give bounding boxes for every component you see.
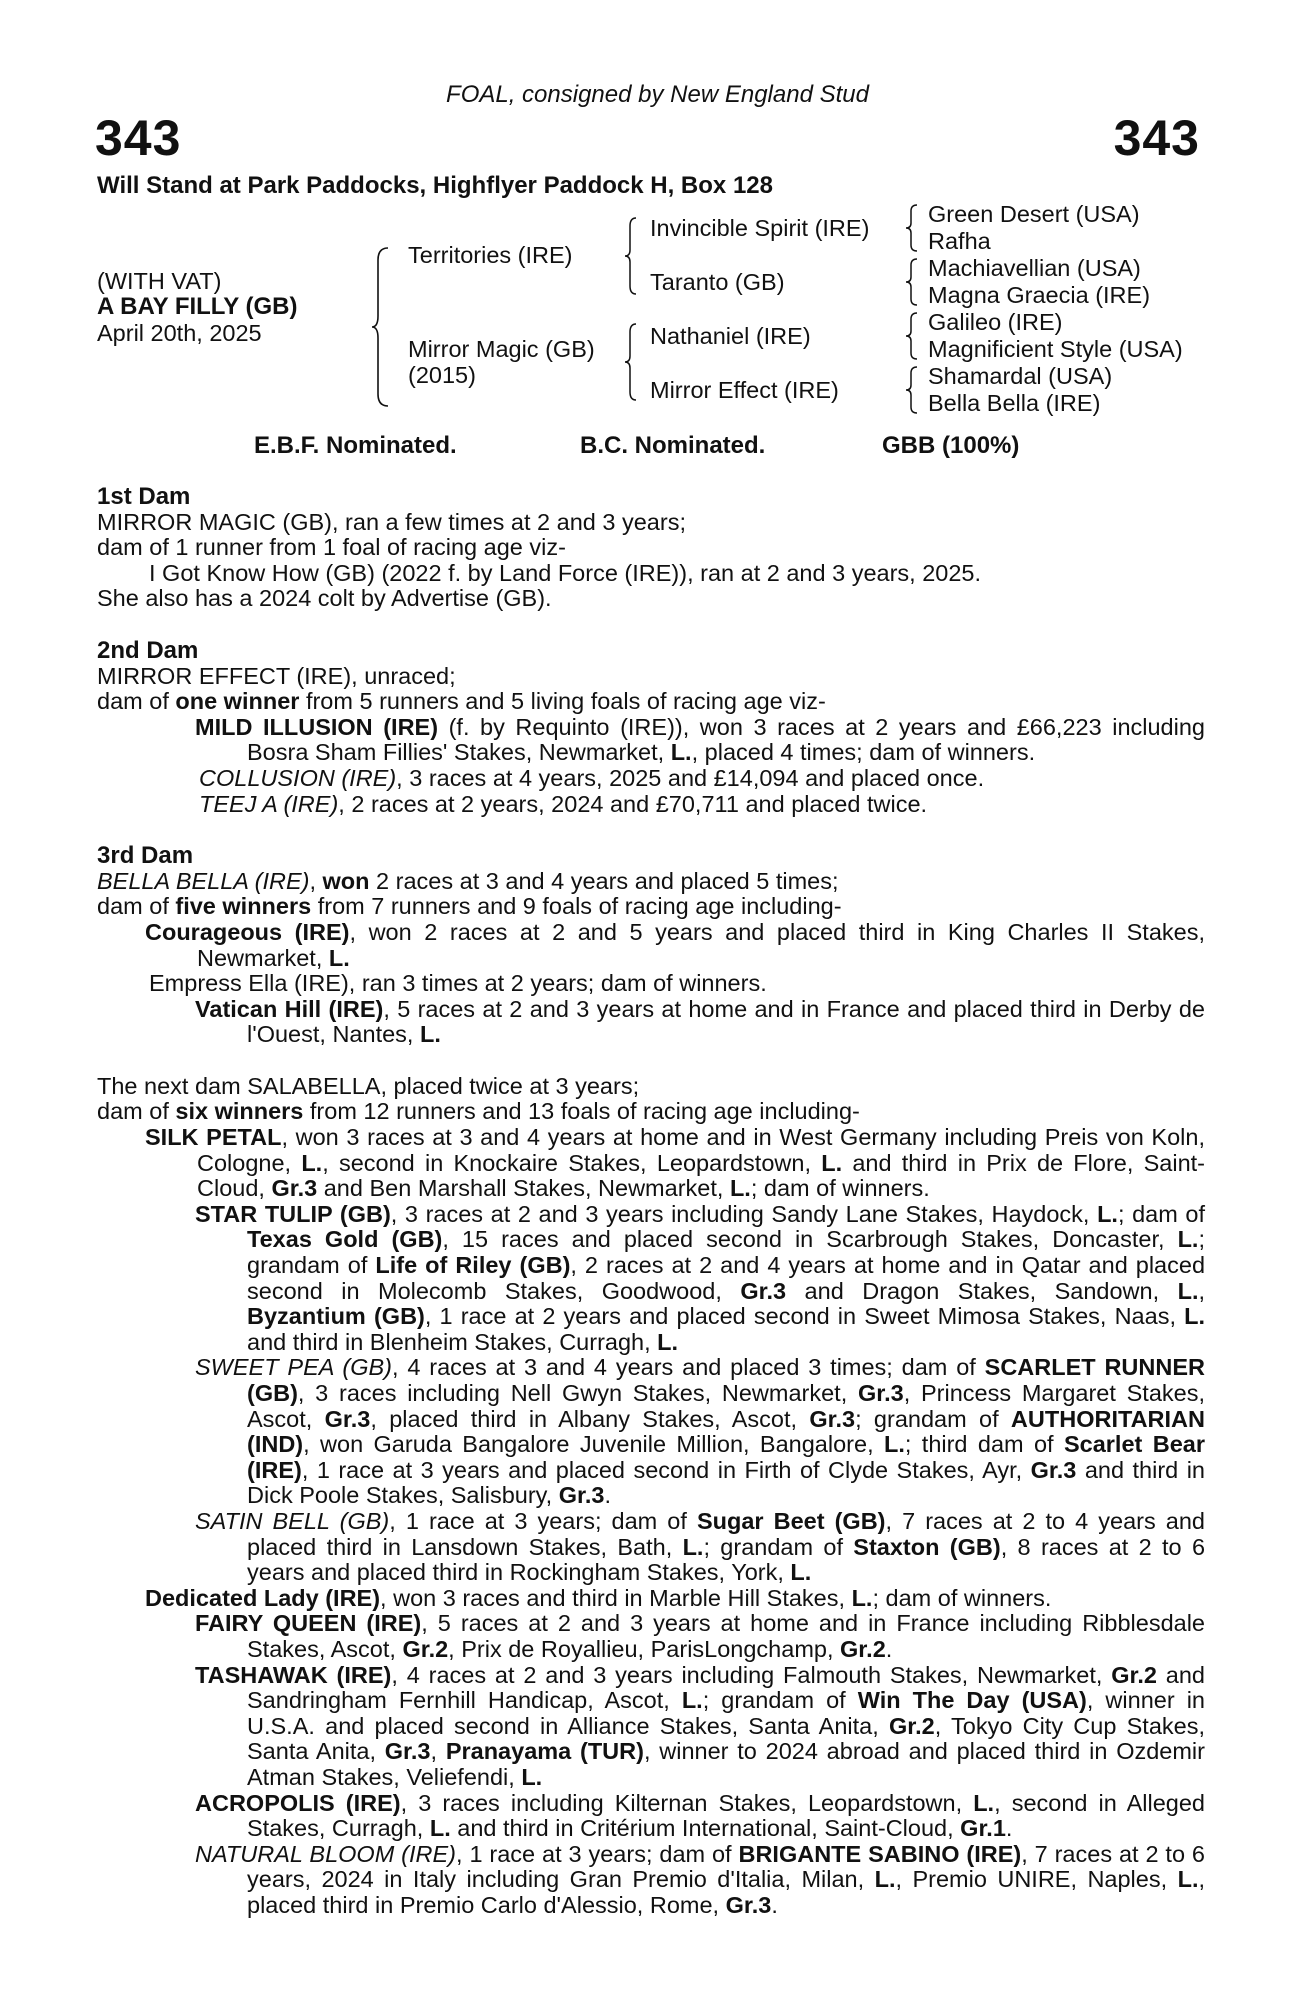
sire-dam: Taranto (GB) — [650, 269, 785, 295]
teej-a-entry: TEEJ A (IRE), 2 races at 2 years, 2024 and £70,711 and placed twice. — [199, 790, 928, 817]
sire: Territories (IRE) — [408, 242, 573, 268]
satin-bell-entry: SATIN BELL (GB), 1 race at 3 years; dam of Sugar Beet (GB), 7 races at 2 to 4 years and placed third in Lansdown Stakes, Bath, L.; grandam of Staxton (GB), 8 races at 2 to 6 years and placed third in Rockingham Stakes, York, L. — [195, 1507, 1206, 1586]
family-text — [97, 484, 1205, 1918]
silk-petal-entry: SILK PETAL, won 3 races at 3 and 4 years at home and in West Germany including Preis von Koln, Cologne, L., second in Knockaire Stakes, Leopardstown, L. and third in Prix de Flore, Saint-Cloud, Gr.3 and Ben Marshall Stakes, Newmarket, L.; dam of winners. — [145, 1124, 1205, 1202]
spacer — [97, 817, 1205, 843]
sire-sire: Invincible Spirit (IRE) — [650, 215, 870, 241]
pedigree-brace-ss — [905, 203, 919, 253]
dam-dam: Mirror Effect (IRE) — [650, 377, 839, 403]
first-dam-heading: 1st Dam — [97, 483, 191, 510]
lot-number-right: 343 — [1113, 110, 1200, 166]
sire-dam-dam: Magna Graecia (IRE) — [928, 282, 1151, 308]
collusion-entry: COLLUSION (IRE), 3 races at 4 years, 2025 and £14,094 and placed once. — [199, 764, 985, 791]
tashawak-entry: TASHAWAK (IRE), 4 races at 2 and 3 years including Falmouth Stakes, Newmarket, Gr.2 and Sandringham Fernhill Handicap, Ascot, L.; grandam of Win The Day (USA), winner in U.S.A. and placed second in Alliance Stakes, Santa Anita, Gr.2, Tokyo City Cup Stakes, Santa Anita, Gr.3, Pranayama (TUR), winner to 2024 abroad and placed third in Ozdemir Atman Stakes, Veliefendi, L. — [195, 1661, 1205, 1790]
stand-location: Will Stand at Park Paddocks, Highflyer Paddock H, Box 128 — [97, 172, 773, 199]
pedigree-brace-sd — [905, 257, 919, 307]
vatican-hill-entry: Vatican Hill (IRE), 5 races at 2 and 3 years at home and in France and placed third in Derby de l'Ouest, Nantes, L. — [195, 995, 1205, 1048]
pedigree-brace-sire — [624, 216, 638, 296]
ebf-nominated: E.B.F. Nominated. — [254, 432, 457, 459]
dedicated-lady-entry: Dedicated Lady (IRE), won 3 races and third in Marble Hill Stakes, L.; dam of winners. — [145, 1584, 1052, 1611]
dam-sire-sire: Galileo (IRE) — [928, 309, 1063, 335]
first-dam-produce-line: dam of 1 runner from 1 foal of racing age viz- — [97, 534, 566, 561]
pedigree-brace-1 — [370, 246, 390, 408]
third-dam-heading: 3rd Dam — [97, 842, 194, 870]
first-dam-foal: I Got Know How (GB) (2022 f. by Land Force (IRE)), ran at 2 and 3 years, 2025. — [149, 559, 982, 586]
fairy-queen-entry: FAIRY QUEEN (IRE), 5 races at 2 and 3 years at home and in France including Ribblesdale Stakes, Ascot, Gr.2, Prix de Royallieu, ParisLongchamp, Gr.2. — [195, 1610, 1205, 1662]
dam-dam-sire: Shamardal (USA) — [928, 363, 1113, 389]
sire-sire-sire: Green Desert (USA) — [928, 201, 1140, 227]
dam-dam-dam: Bella Bella (IRE) — [928, 390, 1101, 416]
next-dam-line: The next dam SALABELLA, placed twice at 3 years; — [97, 1072, 640, 1099]
star-tulip-entry: STAR TULIP (GB), 3 races at 2 and 3 years including Sandy Lane Stakes, Haydock, L.; dam of Texas Gold (GB), 15 races and placed second in Scarbrough Stakes, Doncaster, L.; grandam of Life of Riley (GB), 2 races at 2 and 4 years at home and in Qatar and placed second in Molecomb Stakes, Goodwood, Gr.3 and Dragon Stakes, Sandown, L., Byzantium (GB), 1 race at 2 years and placed second in Sweet Mimosa Stakes, Naas, L. and third in Blenheim Stakes, Curragh, L. — [195, 1200, 1206, 1355]
courageous-entry: Courageous (IRE), won 2 races at 2 and 5 years and placed third in King Charles II Stakes, Newmarket, L. — [145, 918, 1205, 971]
pedigree-brace-dd — [905, 365, 919, 415]
vat-note: (WITH VAT) — [97, 268, 222, 294]
sire-sire-dam: Rafha — [928, 228, 991, 254]
pedigree-brace-ds — [905, 311, 919, 361]
sweet-pea-entry: SWEET PEA (GB), 4 races at 3 and 4 years and placed 3 times; dam of SCARLET RUNNER (GB), 3 races including Nell Gwyn Stakes, Newmarket, Gr.3, Princess Margaret Stakes, Ascot, Gr.3, placed third in Albany Stakes, Ascot, Gr.3; grandam of AUTHORITARIAN (IND), won Garuda Bangalore Juvenile Million, Bangalore, L.; third dam of Scarlet Bear (IRE), 1 race at 3 years and placed second in Firth of Clyde Stakes, Ayr, Gr.3 and third in Dick Poole Stakes, Salisbury, Gr.3. — [195, 1354, 1205, 1509]
first-dam-note: She also has a 2024 colt by Advertise (GB). — [97, 585, 552, 612]
second-dam-heading: 2nd Dam — [97, 636, 199, 664]
third-dam-produce-line: dam of five winners from 7 runners and 9 foals of racing age including- — [97, 893, 842, 920]
bc-nominated: B.C. Nominated. — [580, 432, 766, 459]
natural-bloom-entry: NATURAL BLOOM (IRE), 1 race at 3 years; dam of BRIGANTE SABINO (IRE), 7 races at 2 to 6 years, 2024 in Italy including Gran Premio d'Italia, Milan, L., Premio UNIRE, Naples, L., placed third in Premio Carlo d'Alessio, Rome, Gr.3. — [195, 1840, 1206, 1918]
lot-number-left: 343 — [95, 110, 182, 166]
spacer — [97, 612, 1205, 638]
dam-year: (2015) — [408, 362, 476, 388]
sire-dam-sire: Machiavellian (USA) — [928, 255, 1141, 281]
lot-name: A BAY FILLY (GB) — [97, 293, 298, 320]
consignor-line: FOAL, consigned by New England Stud — [446, 81, 869, 108]
third-dam-line: BELLA BELLA (IRE), won 2 races at 3 and 4 years and placed 5 times; — [97, 867, 839, 894]
acropolis-entry: ACROPOLIS (IRE), 3 races including Kilternan Stakes, Leopardstown, L., second in Alleged Stakes, Curragh, L. and third in Critérium International, Saint-Cloud, Gr.1. — [195, 1789, 1205, 1842]
next-dam-produce-line: dam of six winners from 12 runners and 13 foals of racing age including- — [97, 1098, 860, 1125]
mild-illusion-entry: MILD ILLUSION (IRE) (f. by Requinto (IRE)), won 3 races at 2 years and £66,223 including Bosra Sham Fillies' Stakes, Newmarket, L., placed 4 times; dam of winners. — [195, 713, 1205, 766]
first-dam-line: MIRROR MAGIC (GB), ran a few times at 2 and 3 years; — [97, 508, 686, 535]
gbb-status: GBB (100%) — [882, 432, 1020, 459]
second-dam-produce-line: dam of one winner from 5 runners and 5 living foals of racing age viz- — [97, 688, 826, 715]
dam-sire-dam: Magnificient Style (USA) — [928, 336, 1183, 362]
spacer — [97, 1048, 1205, 1074]
dam: Mirror Magic (GB) — [408, 336, 595, 362]
dam-sire: Nathaniel (IRE) — [650, 323, 811, 349]
empress-ella-entry: Empress Ella (IRE), ran 3 times at 2 years; dam of winners. — [149, 970, 767, 997]
foaling-date: April 20th, 2025 — [97, 320, 262, 346]
pedigree-brace-dam — [624, 322, 638, 402]
second-dam-line: MIRROR EFFECT (IRE), unraced; — [97, 662, 456, 689]
